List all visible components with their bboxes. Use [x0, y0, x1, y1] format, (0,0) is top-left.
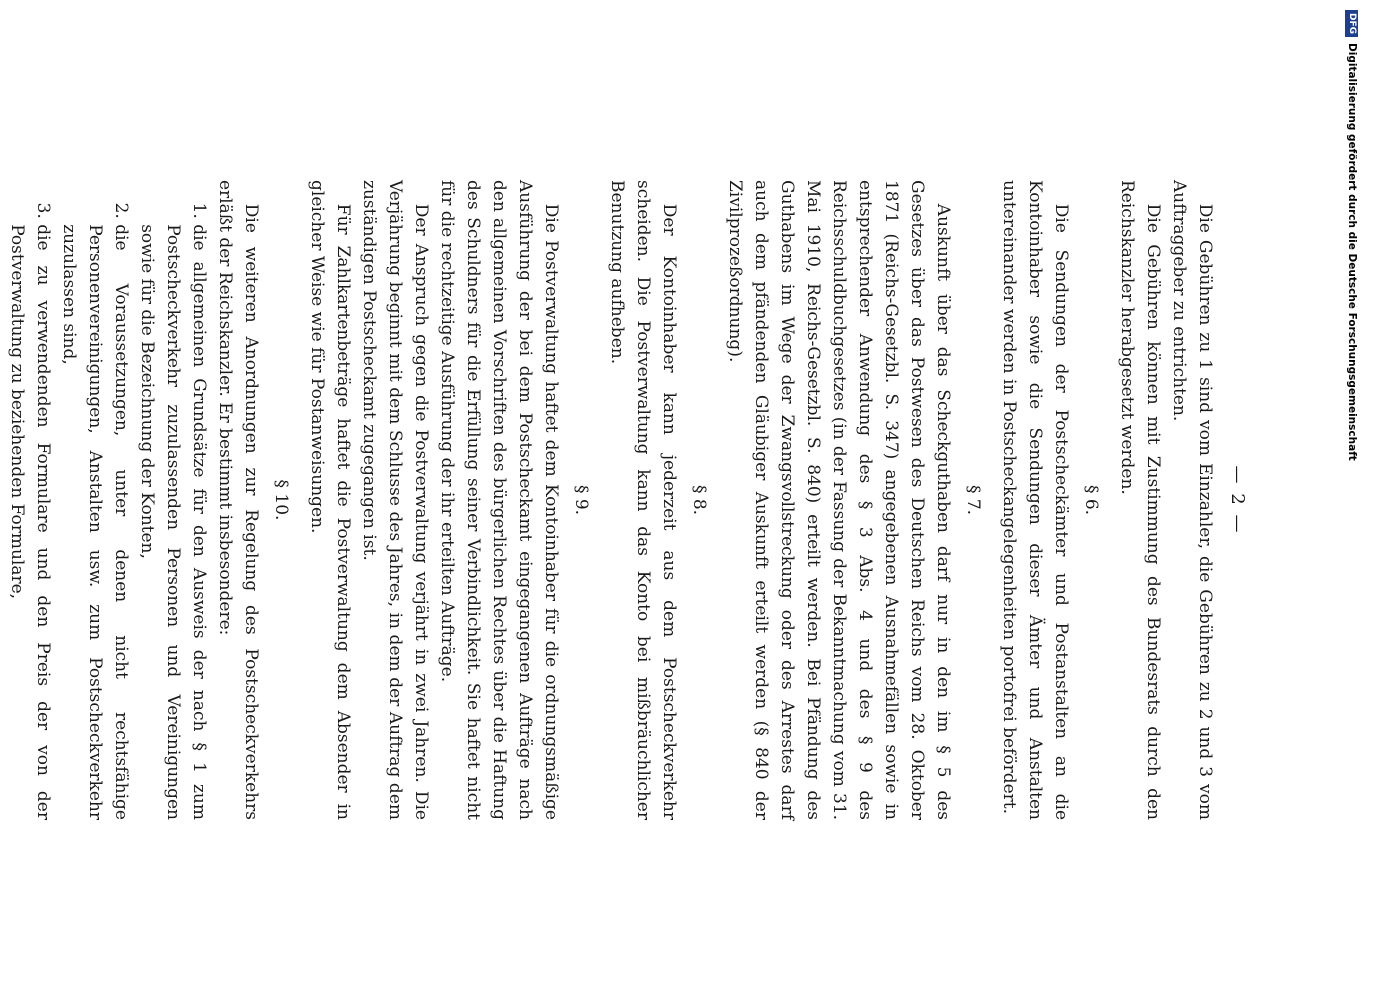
opening-paragraph-2: Die Gebühren können mit Zustimmung des Bundesrats durch den Reichskanzler herabgesetzt werden. — [1117, 180, 1163, 820]
section-7-heading: § 7. — [963, 484, 983, 516]
section-8-text: Der Kontoinhaber kann jederzeit aus dem Postscheckverkehr scheiden. Die Postverwaltung kann das Konto bei mißbräuchlicher Benutzung aufheben. — [607, 180, 679, 820]
section-10-heading: § 10. — [271, 479, 291, 521]
stamp-text: Digitalisierung gefördert durch die Deutsche Forschungsgemeinschaft — [1346, 43, 1358, 461]
page-number: — 2 — — [1227, 465, 1248, 535]
section-10-intro: Die weiteren Anordnungen zur Regelung des Postscheckverkehrs erläßt der Reichskanzler. Er bestimmt insbesondere: — [215, 180, 261, 820]
section-9-paragraph-3: Für Zahlkartenbeträge haftet die Postverwaltung dem Absender in gleicher Weise wie für Postanweisungen. — [307, 180, 353, 820]
opening-paragraph-1: Die Gebühren zu 1 sind vom Einzahler, die Gebühren zu 2 und 3 vom Auftraggeber zu entrichten. — [1169, 180, 1215, 820]
list-item: 1. die allgemeinen Grundsätze für den Ausweis der nach § 1 zum Postscheckverkehr zuzulassenden Personen und Vereinigungen sowie für die Bezeichnung der Konten, — [134, 224, 212, 820]
section-9-paragraph-1: Die Postverwaltung haftet dem Kontoinhaber für die ordnungsmäßige Ausführung der bei dem Postscheckamt eingegangenen Aufträge nach den allgemeinen Vorschriften des bürgerlichen Rechtes über die Haftung des Schuldners für die Erfüllung seiner Verbindlichkeit. Sie haftet nicht für die rechtzeitige Ausführung der ihr erteilten Aufträge. — [437, 180, 561, 820]
section-6-heading: § 6. — [1081, 484, 1101, 516]
section-8-heading: § 8. — [689, 484, 709, 516]
section-9-heading: § 9. — [571, 484, 591, 516]
list-item: 3. die zu verwendenden Formulare und den Preis der von der Postverwaltung zu beziehenden Formulare, — [4, 224, 56, 820]
rotated-text-block — [7, 180, 1250, 820]
section-6-text: Die Sendungen der Postscheckämter und Postanstalten an die Kontoinhaber sowie die Sendungen dieser Ämter und Anstalten untereinander werden in Postscheckangelegenheiten portofrei befördert. — [999, 180, 1071, 820]
section-10-list — [4, 180, 212, 820]
digitization-stamp — [1346, 10, 1379, 461]
section-9-paragraph-2: Der Anspruch gegen die Postverwaltung verjährt in zwei Jahren. Die Verjährung beginnt mit dem Schlusse des Jahres, in dem der Auftrag dem zuständigen Postscheckamt zugegangen ist. — [359, 180, 431, 820]
list-item: 2. die Voraussetzungen, unter denen nicht rechtsfähige Personenvereinigungen, Anstalten usw. zum Postscheckverkehr zuzulassen sind, — [56, 224, 134, 820]
section-7-text: Auskunft über das Scheckguthaben darf nur in den im § 5 des Gesetzes über das Postwesen des Deutschen Reichs vom 28. Oktober 1871 (Reichs-Gesetzbl. S. 347) angegebenen Ausnahmefällen sowie in entsprechender Anwendung des § 3 Abs. 4 und des § 9 des Reichsschuldbuchgesetzes (in der Fassung der Bekanntmachung vom 31. Mai 1910, Reichs-Gesetzbl. S. 840) erteilt werden. Bei Pfändung des Guthabens im Wege der Zwangsvollstreckung oder des Arrestes darf auch dem pfändenden Gläubiger Auskunft erteilt werden (§ 840 der Zivilprozeßordnung). — [725, 180, 953, 820]
dfg-logo: DFG — [1346, 10, 1359, 37]
